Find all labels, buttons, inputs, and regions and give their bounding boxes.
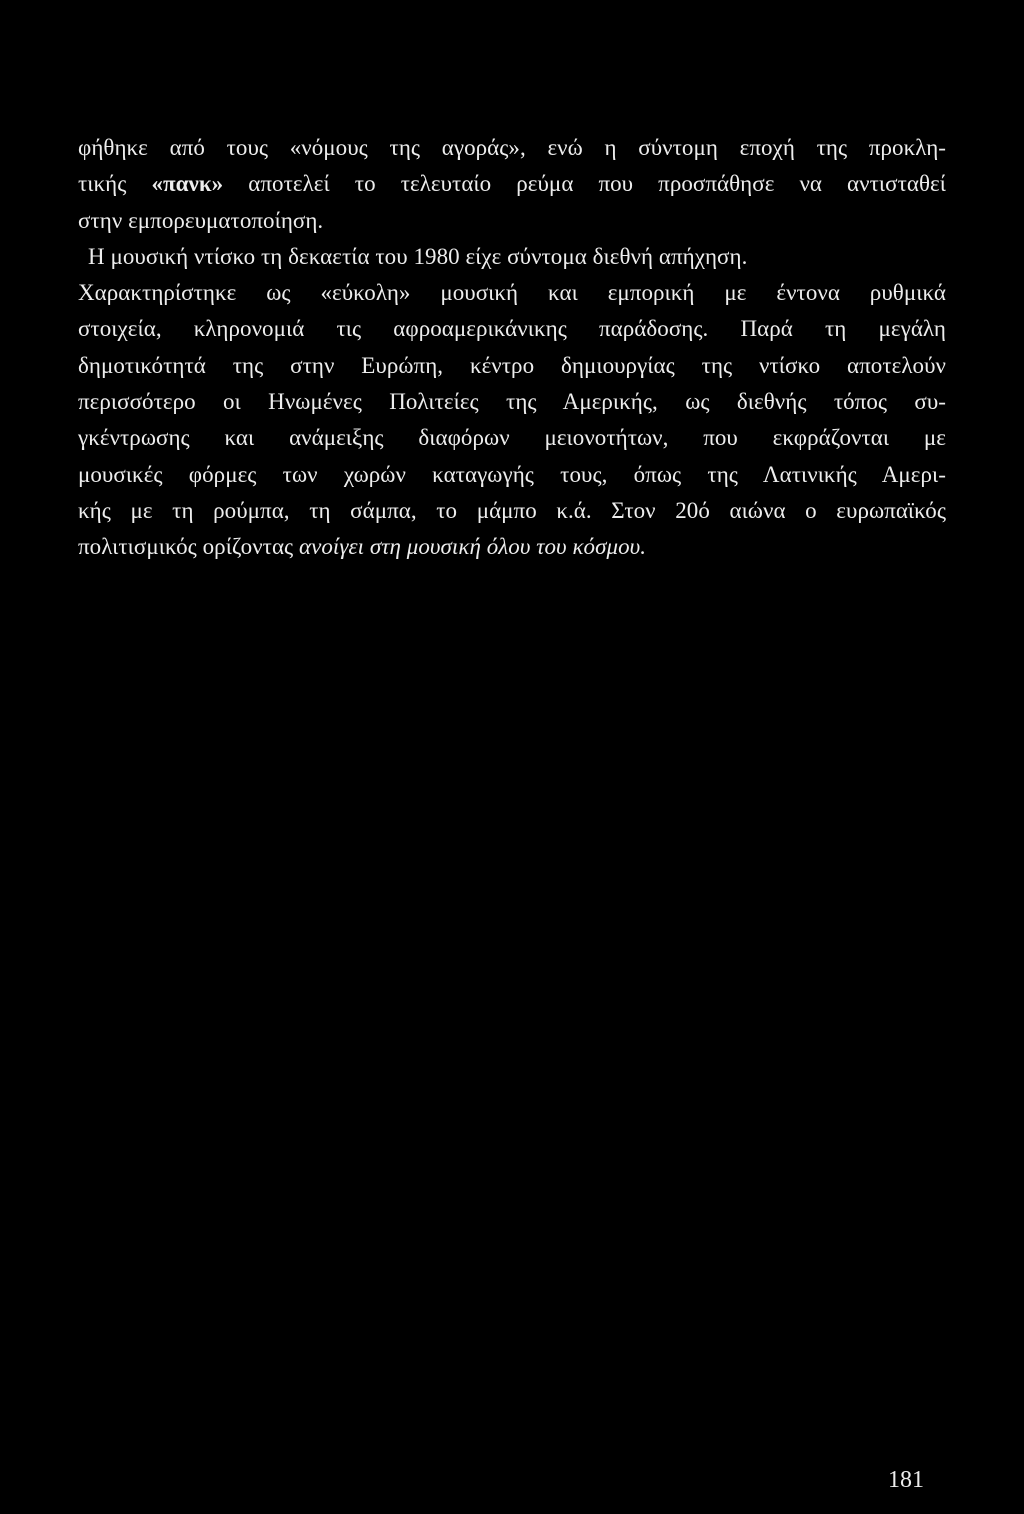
- text-line-11: κής με τη ρούμπα, τη σάμπα, το μάμπο κ.ά. Στον 20ό αιώνα ο ευρωπαϊκός: [78, 497, 946, 523]
- text-line-8: περισσότερο οι Ηνωμένες Πολιτείες της Αμερικής, ως διεθνής τόπος συ-: [78, 389, 946, 415]
- text-line-7: δημοτικότητά της στην Ευρώπη, κέντρο δημιουργίας της ντίσκο αποτελούν: [78, 352, 946, 378]
- text-line-5: Χαρακτηρίστηκε ως «εύκολη» μουσική και εμπορική με έντονα ρυθμικά: [78, 280, 946, 306]
- text-line-4: Η μουσική ντίσκο τη δεκαετία του 1980 είχε σύντομα διεθνή απήχηση.: [88, 243, 748, 269]
- text-line-3: στην εμπορευματοποίηση.: [78, 207, 324, 233]
- text-line-12: πολιτισμικός ορίζοντας ανοίγει στη μουσική όλου του κόσμου.: [78, 534, 647, 560]
- text-line-6: στοιχεία, κληρονομιά τις αφροαμερικάνικης παράδοσης. Παρά τη μεγάλη: [78, 316, 946, 342]
- page-number: 181: [888, 1467, 924, 1493]
- text-line-1: φήθηκε από τους «νόμους της αγοράς», ενώ η σύντομη εποχή της προκλη-: [78, 135, 946, 160]
- text-line-9: γκέντρωσης και ανάμειξης διαφόρων μειονοτήτων, που εκφράζονται με: [78, 425, 946, 451]
- punk-term: «πανκ»: [151, 171, 224, 197]
- text-line-2: τικής «πανκ» αποτελεί το τελευταίο ρεύμα που προσπάθησε να αντισταθεί: [78, 171, 946, 197]
- body-paragraphs: [78, 130, 946, 566]
- italic-phrase: ανοίγει στη μουσική όλου του κόσμου.: [299, 534, 647, 560]
- text-line-10: μουσικές φόρμες των χωρών καταγωγής τους, όπως της Λατινικής Αμερι-: [78, 461, 946, 487]
